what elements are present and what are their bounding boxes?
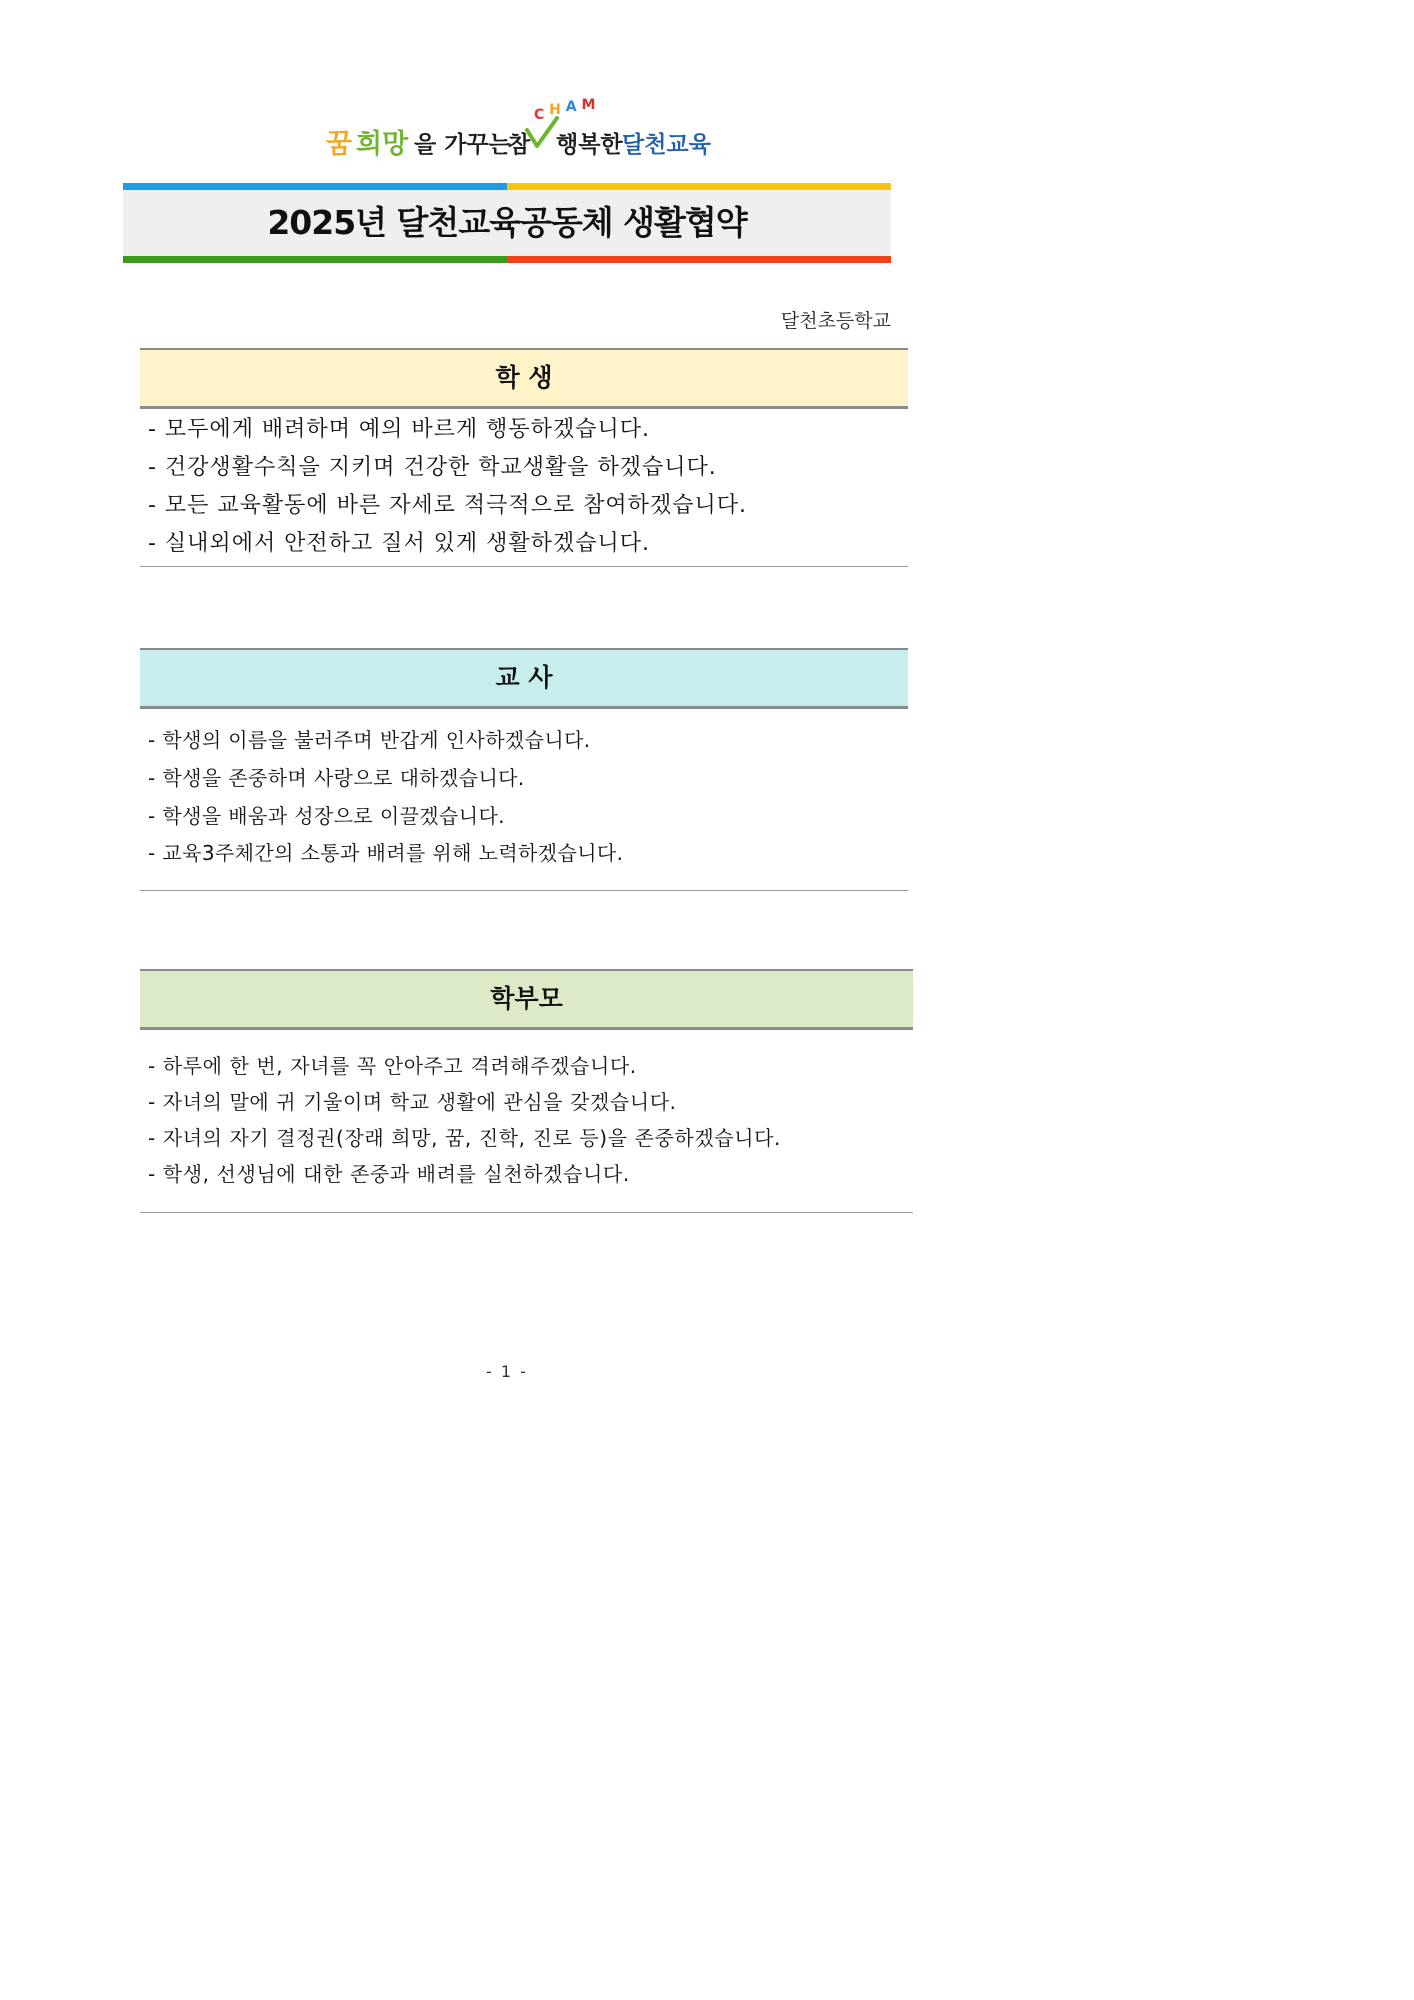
- slogan-middle-text: 을 가꾸는: [414, 132, 511, 158]
- cham-letter-c: C: [534, 107, 545, 123]
- slogan-school-text: 달천교육: [622, 132, 711, 158]
- teachers-pledge-list: [140, 707, 908, 891]
- slogan-happy-text: 행복한: [556, 132, 623, 158]
- school-name: 달천초등학교: [780, 310, 891, 332]
- teachers-pledge-item: - 학생을 존중하며 사랑으로 대하겠습니다.: [148, 766, 525, 790]
- slogan-hope-text: 희망: [356, 129, 409, 160]
- students-pledge-item: - 실내외에서 안전하고 질서 있게 생활하겠습니다.: [148, 531, 650, 556]
- slogan-cham-text: 참: [508, 132, 531, 158]
- banner-top-blue-bar: [123, 183, 507, 190]
- students-pledge-item: - 건강생활수칙을 지키며 건강한 학교생활을 하겠습니다.: [148, 455, 717, 480]
- students-pledge-list: [140, 407, 908, 567]
- parents-pledge-item: - 자녀의 말에 귀 기울이며 학교 생활에 관심을 갖겠습니다.: [148, 1090, 677, 1114]
- page-number: - 1 -: [486, 1362, 528, 1381]
- page-title: 2025년 달천교육공동체 생활협약: [267, 203, 747, 242]
- teachers-pledge-item: - 교육3주체간의 소통과 배려를 위해 노력하겠습니다.: [148, 841, 624, 865]
- banner-bottom-green-bar: [123, 256, 507, 263]
- students-pledge-item: - 모두에게 배려하며 예의 바르게 행동하겠습니다.: [148, 417, 650, 442]
- check-mark-icon: [524, 114, 560, 150]
- students-section-heading: 학 생: [140, 348, 908, 409]
- parents-section-heading: 학부모: [140, 969, 913, 1030]
- slogan-logo: [318, 98, 738, 168]
- parents-pledge-item: - 하루에 한 번, 자녀를 꼭 안아주고 격려해주겠습니다.: [148, 1054, 637, 1078]
- parents-pledge-list: [140, 1028, 913, 1213]
- cham-letter-h: H: [549, 102, 561, 118]
- cham-letter-a: A: [565, 99, 577, 115]
- teachers-section-heading: 교 사: [140, 648, 908, 709]
- slogan-dream-text: 꿈: [326, 129, 353, 160]
- banner-bottom-red-bar: [507, 256, 891, 263]
- parents-pledge-item: - 자녀의 자기 결정권(장래 희망, 꿈, 진학, 진로 등)을 존중하겠습니다.: [148, 1126, 781, 1150]
- students-pledge-item: - 모든 교육활동에 바른 자세로 적극적으로 참여하겠습니다.: [148, 493, 747, 518]
- cham-letter-m: M: [581, 97, 596, 113]
- teachers-pledge-item: - 학생을 배움과 성장으로 이끌겠습니다.: [148, 804, 505, 828]
- parents-pledge-item: - 학생, 선생님에 대한 존중과 배려를 실천하겠습니다.: [148, 1162, 630, 1186]
- banner-top-yellow-bar: [507, 183, 891, 190]
- title-banner: [123, 183, 891, 263]
- teachers-pledge-item: - 학생의 이름을 불러주며 반갑게 인사하겠습니다.: [148, 728, 591, 752]
